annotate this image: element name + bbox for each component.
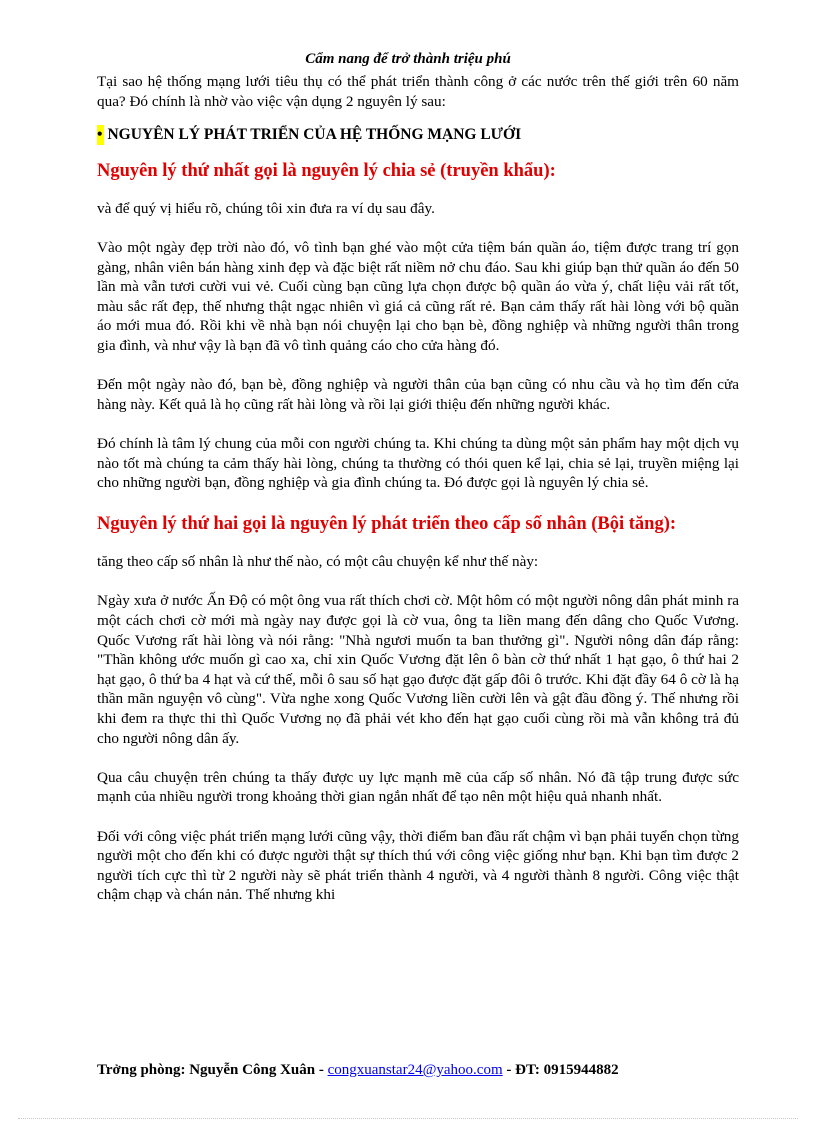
page-header — [0, 49, 816, 69]
document-body — [97, 72, 739, 925]
paragraph: Đối với công việc phát triển mạng lưới cũng vậy, thời điểm ban đầu rất chậm vì bạn phải tuyển chọn từng người một cho đến khi có được người thật sự thích thú với công việc giống như bạn. Khi bạn tìm được 2 người tích cực thì từ 2 người này sẽ phát triển thành 4 người, và 4 người thành 8 người. Công việc thật chậm chạp và chán nản. Thế nhưng khi — [97, 827, 739, 904]
paragraph: Ngày xưa ở nước Ấn Độ có một ông vua rất thích chơi cờ. Một hôm có một người nông dân phát minh ra một cách chơi cờ mới mà ngày nay được gọi là cờ vua, ông ta liền mang đến dâng cho Quốc Vương. Quốc Vương rất hài lòng và nói rằng: "Nhà ngươi muốn ta ban thưởng gì". Người nông dân đáp rằng: "Thần không ước muốn gì cao xa, chỉ xin Quốc Vương đặt lên ô bàn cờ thứ nhất 1 hạt gạo, ô thứ hai 2 hạt gạo, ô thứ ba 4 hạt và cứ thế, mỗi ô sau số hạt gạo được đặt gấp đôi ô trước. Khi đặt đầy 64 ô cờ là hạ thần mãn nguyện vô cùng". Vừa nghe xong Quốc Vương liền cười lên và gật đầu đồng ý. Thế nhưng rồi khi đem ra thực thi thì Quốc Vương nọ đã phải vét kho đến hạt gạo cuối cùng rồi mà vẫn không trả đủ cho người nông dân ấy. — [97, 592, 739, 747]
section-title: NGUYÊN LÝ PHÁT TRIỂN CỦA HỆ THỐNG MẠNG LƯỚI — [107, 126, 522, 144]
footer-author: Trởng phòng: Nguyễn Công Xuân - — [97, 1062, 328, 1078]
header-title: Cẩm nang để trở thành triệu phú — [305, 51, 511, 67]
paragraph: Vào một ngày đẹp trời nào đó, vô tình bạn ghé vào một cửa tiệm bán quần áo, tiệm được trang trí gọn gàng, nhân viên bán hàng xinh đẹp và đặc biệt rất niềm nở chu đáo. Sau khi giúp bạn thử quần áo đến 50 lần mà vẫn tươi cười vui vẻ. Cuối cùng bạn cũng lựa chọn được bộ quần áo vừa ý, chất liệu vải rất tốt, màu sắc rất đẹp, thế nhưng thật ngạc nhiên vì giá cả cũng rất rẻ. Bạn cảm thấy rất hài lòng với bộ quần áo mới mua đó. Rồi khi về nhà bạn nói chuyện lại cho bạn bè, đồng nghiệp và những người thân trong gia đình, và như vậy là bạn đã vô tình quảng cáo cho cửa hàng đó. — [97, 238, 739, 354]
footer-phone: - ĐT: 0915944882 — [502, 1062, 619, 1078]
bullet-icon: • — [97, 126, 103, 144]
principle-2-heading: Nguyên lý thứ hai gọi là nguyên lý phát triển theo cấp số nhân (Bội tăng): — [97, 514, 677, 535]
section-heading — [97, 125, 739, 145]
page-boundary — [18, 1118, 798, 1119]
page-footer — [97, 1061, 797, 1079]
paragraph: và để quý vị hiểu rõ, chúng tôi xin đưa ra ví dụ sau đây. — [97, 199, 435, 217]
paragraph: tăng theo cấp số nhân là như thế nào, có một câu chuyện kể như thế này: — [97, 553, 539, 571]
paragraph: Đó chính là tâm lý chung của mỗi con người chúng ta. Khi chúng ta dùng một sản phẩm hay một dịch vụ nào tốt mà chúng ta cảm thấy hài lòng, chúng ta thường có thói quen kể lại, chia sẻ lại, truyền miệng lại cho những người bạn, đồng nghiệp và gia đình chúng ta. Đó được gọi là nguyên lý chia sẻ. — [97, 434, 739, 492]
email-link[interactable]: congxuanstar24@yahoo.com — [327, 1062, 503, 1078]
principle-1-heading: Nguyên lý thứ nhất gọi là nguyên lý chia sẻ (truyền khẩu): — [97, 160, 556, 181]
paragraph: Đến một ngày nào đó, bạn bè, đồng nghiệp và người thân của bạn cũng có nhu cầu và họ tìm đến cửa hàng này. Kết quả là họ cũng rất hài lòng và rồi lại giới thiệu đến những người khác. — [97, 376, 739, 413]
paragraph: Qua câu chuyện trên chúng ta thấy được uy lực mạnh mẽ của cấp số nhân. Nó đã tập trung được sức mạnh của nhiều người trong khoảng thời gian ngắn nhất để tạo nên một hiệu quả nhanh nhất. — [97, 768, 739, 806]
intro-paragraph: Tại sao hệ thống mạng lưới tiêu thụ có thể phát triển thành công ở các nước trên thế giới trên 60 năm qua? Đó chính là nhờ vào việc vận dụng 2 nguyên lý sau: — [97, 73, 739, 110]
